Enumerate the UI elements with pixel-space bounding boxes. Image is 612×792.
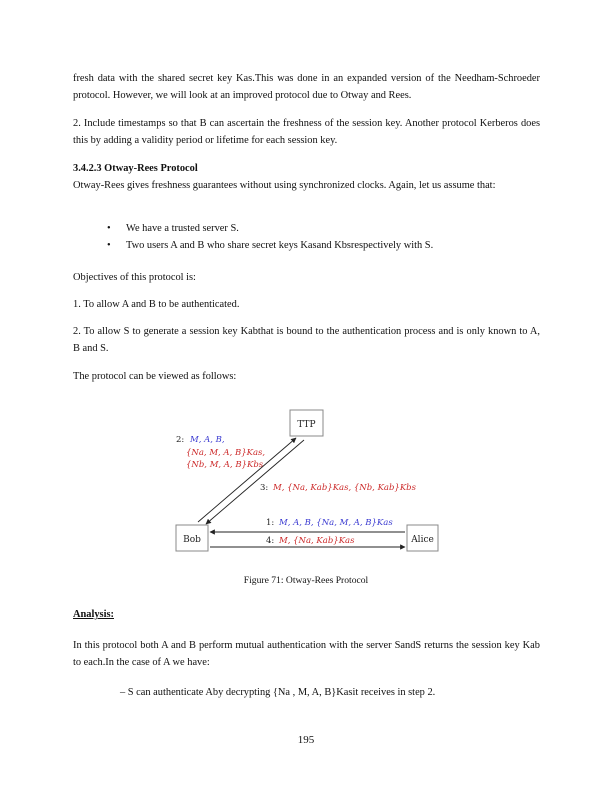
step3-body: M, {Na, Kab}Kas, {Nb, Kab}Kbs bbox=[273, 483, 416, 493]
otway-rees-diagram bbox=[0, 400, 612, 580]
step2-line3: {Nb, M, A, B}Kbs bbox=[186, 460, 264, 470]
message-step4 bbox=[266, 536, 355, 546]
paragraph-timestamps: 2. Include timestamps so that B can ascertain the freshness of the session key. Another protocol Kerberos does this by adding a validity period or lifetime for each session key. bbox=[73, 118, 540, 146]
step3-number: 3: bbox=[260, 483, 269, 493]
step4-number: 4: bbox=[266, 536, 275, 546]
message-step3 bbox=[260, 483, 417, 493]
message-step1 bbox=[266, 518, 393, 528]
ttp-label: TTP bbox=[297, 420, 316, 430]
paragraph-otway-rees-intro: Otway-Rees gives freshness guarantees without using synchronized clocks. Again, let us assume that: bbox=[73, 180, 496, 191]
page-number: 195 bbox=[297, 734, 315, 746]
analysis-heading bbox=[73, 606, 540, 623]
message-step2 bbox=[176, 435, 265, 470]
step4-body: M, {Na, Kab}Kas bbox=[279, 536, 355, 546]
paragraph-objectives: Objectives of this protocol is: bbox=[73, 272, 196, 283]
paragraph-view: The protocol can be viewed as follows: bbox=[73, 371, 237, 382]
paragraph-objective-1: 1. To allow A and B to be authenticated. bbox=[73, 299, 240, 310]
step1-body: M, A, B, {Na, M, A, B}Kas bbox=[279, 518, 393, 528]
bob-label: Bob bbox=[183, 535, 201, 545]
paragraph-analysis: In this protocol both A and B perform mutual authentication with the server SandS returns the session key Kab to each.In the case of A we have: bbox=[73, 640, 540, 668]
paragraph-objective-2: 2. To allow S to generate a session key Kabthat is bound to the authentication process and is only known to A, B and S. bbox=[73, 326, 540, 354]
bullet-text: We have a trusted server S. bbox=[126, 223, 239, 234]
bullet-text: Two users A and B who share secret keys Kasand Kbsrespectively with S. bbox=[126, 240, 434, 251]
analysis-heading-text: Analysis: bbox=[73, 609, 114, 620]
paragraph-intro: fresh data with the shared secret key Kas.This was done in an expanded version of the Needham-Schroeder protocol. However, we will look at an improved protocol due to Otway and Rees. bbox=[73, 73, 540, 101]
alice-label: Alice bbox=[411, 535, 434, 545]
step2-line2: {Na, M, A, B}Kas, bbox=[186, 448, 266, 458]
step2-line1: M, A, B, bbox=[190, 435, 225, 445]
figure-caption: Figure 71: Otway-Rees Protocol bbox=[243, 575, 369, 586]
step2-number: 2: bbox=[176, 435, 185, 445]
bullet-icon: • bbox=[107, 240, 111, 251]
section-heading: 3.4.2.3 Otway-Rees Protocol bbox=[73, 163, 198, 174]
bullet-icon: • bbox=[107, 223, 111, 234]
paragraph-analysis-step: – S can authenticate Aby decrypting {Na , M, A, B}Kasit receives in step 2. bbox=[120, 687, 436, 698]
step1-number: 1: bbox=[266, 518, 275, 528]
